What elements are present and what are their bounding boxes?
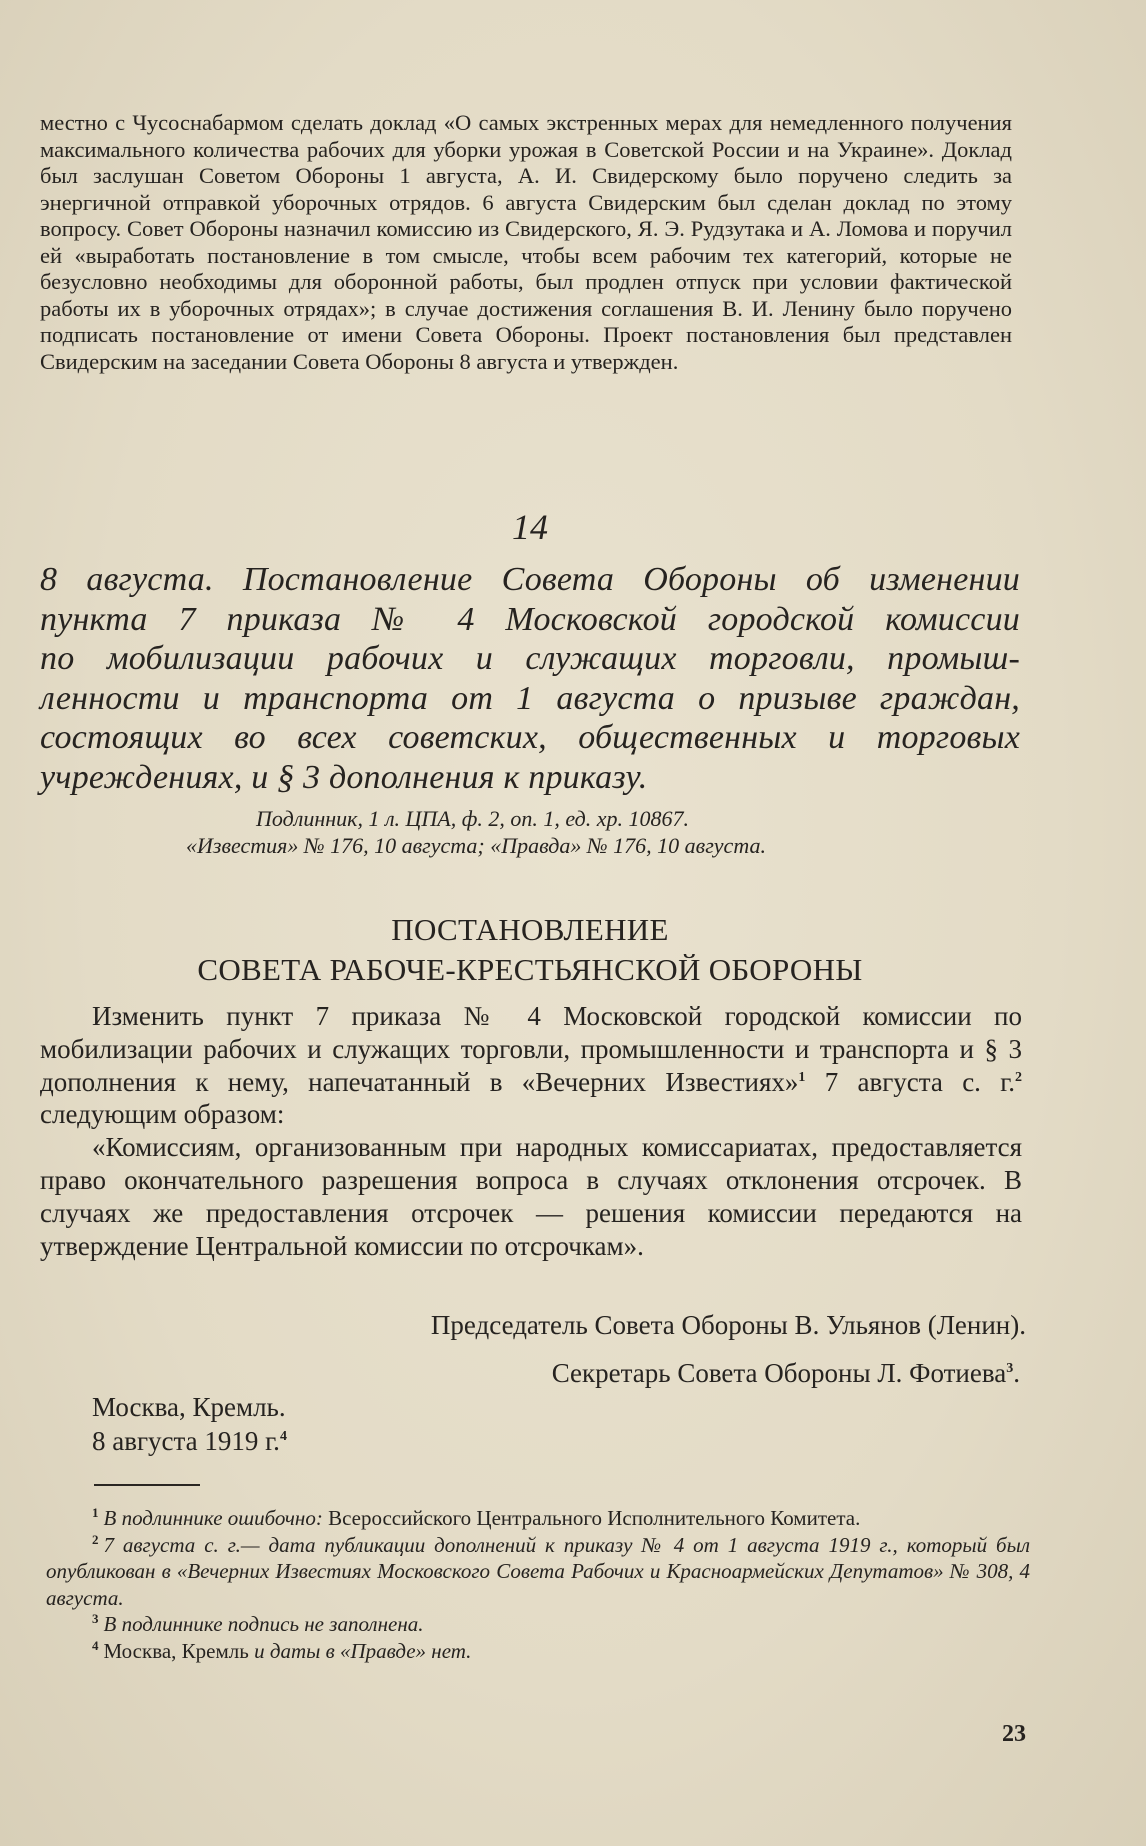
date-line [92, 1424, 287, 1458]
decree-paragraph-2: «Комиссиям, организованным при народных комиссариатах, предоставляется право окончательного разрешения вопроса в случаях отклонения отсрочек. В случаях же предоставления отсрочек — решения комиссии передаются на утверждение Центральной комиссии по отсрочкам». [40, 1132, 1022, 1261]
footnote-2-mark: 2 [92, 1531, 99, 1547]
footnote-ref-2: 2 [1015, 1069, 1022, 1085]
footnote-1-text: Всероссийского Центрального Исполнительного Комитета. [322, 1506, 861, 1530]
intro-text: местно с Чусоснабармом сделать доклад «О самых экстренных мерах для немедленного получения максимального количества рабочих для уборки урожая в Советской России и на Украине». Доклад был заслушан Советом Обороны 1 августа, А. И. Свидерскому было поручено следить за энергичной отправкой уборочных отрядов. 6 августа Свидерским был сделан доклад по этому вопросу. Совет Обороны назначил комиссию из Свидерского, Я. Э. Рудзутака и А. Ломова и поручил ей «выработать постановление в том смысле, чтобы всем рабочим тех категорий, которые не безусловно необходимы для оборонной работы, был продлен отпуск при условии фактической работы их в уборочных отрядах»; в случае достижения соглашения В. И. Ленину было поручено подписать постановление от имени Совета Обороны. Проект постановления был представлен Свидерским на заседании Совета Обороны 8 августа и утвержден. [40, 110, 1012, 374]
footnote-3-text: В подлиннике подпись не заполнена. [103, 1612, 424, 1636]
footnote-4 [46, 1638, 1030, 1665]
footnote-1 [46, 1505, 1030, 1532]
footnote-ref-4: 4 [279, 1429, 287, 1444]
decree-p1-part3: следующим образом: [40, 1099, 285, 1130]
heading-line: состоящих во всех советских, общественных и торговых [40, 719, 1020, 756]
heading-line: учреждениях, и § 3 дополнения к приказу. [40, 758, 648, 796]
place-and-date [92, 1390, 287, 1458]
footnote-2-text: 7 августа с. г.— дата публикации дополнений к приказу № 4 от 1 августа 1919 г., который был опубликован в «Вечерних Известиях Московского Совета Рабочих и Красноармейских Депутатов» № 308, 4 августа. [46, 1532, 1030, 1610]
heading-line: ленности и транспорта от 1 августа о призыве граждан, [40, 679, 1020, 717]
document-number: 14 [512, 507, 548, 547]
decree-body [40, 1000, 1022, 1262]
footnote-ref-1: 1 [798, 1069, 806, 1085]
place: Москва, Кремль. [92, 1392, 286, 1422]
footnote-4-mark: 4 [92, 1637, 99, 1653]
document-heading [40, 560, 1020, 797]
footnote-1-mark: 1 [92, 1505, 99, 1520]
source-original: Подлинник, 1 л. ЦПА, ф. 2, оп. 1, ед. хр. 10867. [256, 806, 689, 831]
decree-title-line2: СОВЕТА РАБОЧЕ-КРЕСТЬЯНСКОЙ ОБОРОНЫ [197, 952, 863, 987]
signature-secretary-end: . [1013, 1358, 1020, 1388]
intro-paragraph [40, 110, 1012, 375]
footnote-4-italic: и даты в «Правде» нет. [248, 1638, 472, 1663]
footnote-2 [46, 1532, 1030, 1612]
footnote-divider [94, 1484, 200, 1486]
footnote-4-plain: Москва, Кремль [103, 1638, 249, 1663]
signature-chairman: Председатель Совета Обороны В. Ульянов (Ленин). [430, 1310, 1026, 1340]
signature-secretary-text: Секретарь Совета Обороны Л. Фотиева [551, 1358, 1007, 1388]
source-publication: «Известия» № 176, 10 августа; «Правда» № 176, 10 августа. [186, 833, 766, 858]
footnote-ref-3: 3 [1006, 1361, 1014, 1376]
date: 8 августа 1919 г. [92, 1426, 280, 1456]
decree-title-line1: ПОСТАНОВЛЕНИЕ [391, 912, 669, 947]
footnote-3-mark: 3 [92, 1611, 99, 1626]
decree-p1-part1: Изменить пункт 7 приказа № 4 Московской городской комиссии по мобилизации рабочих и служащих торговли, промышленности и транспорта и § 3 дополнения к нему, напечатанный в «Вечерних Известиях» [40, 1001, 1022, 1097]
heading-line: 8 августа. Постановление Совета Обороны об изменении [40, 561, 1020, 598]
footnote-3 [46, 1611, 1030, 1638]
heading-line: по мобилизации рабочих и служащих торговли, промыш- [40, 640, 1020, 677]
page-number: 23 [1002, 1721, 1026, 1747]
footnotes [46, 1505, 1030, 1664]
decree-title [0, 910, 1060, 990]
source-references [186, 805, 966, 859]
decree-paragraph-1 [40, 1000, 1022, 1131]
signature-secretary [552, 1356, 1020, 1390]
decree-p1-part2: 7 августа с. г. [805, 1066, 1015, 1097]
footnote-1-italic: В подлиннике ошибочно: [103, 1506, 323, 1530]
heading-line: пункта 7 приказа № 4 Московской городской комиссии [40, 600, 1020, 638]
